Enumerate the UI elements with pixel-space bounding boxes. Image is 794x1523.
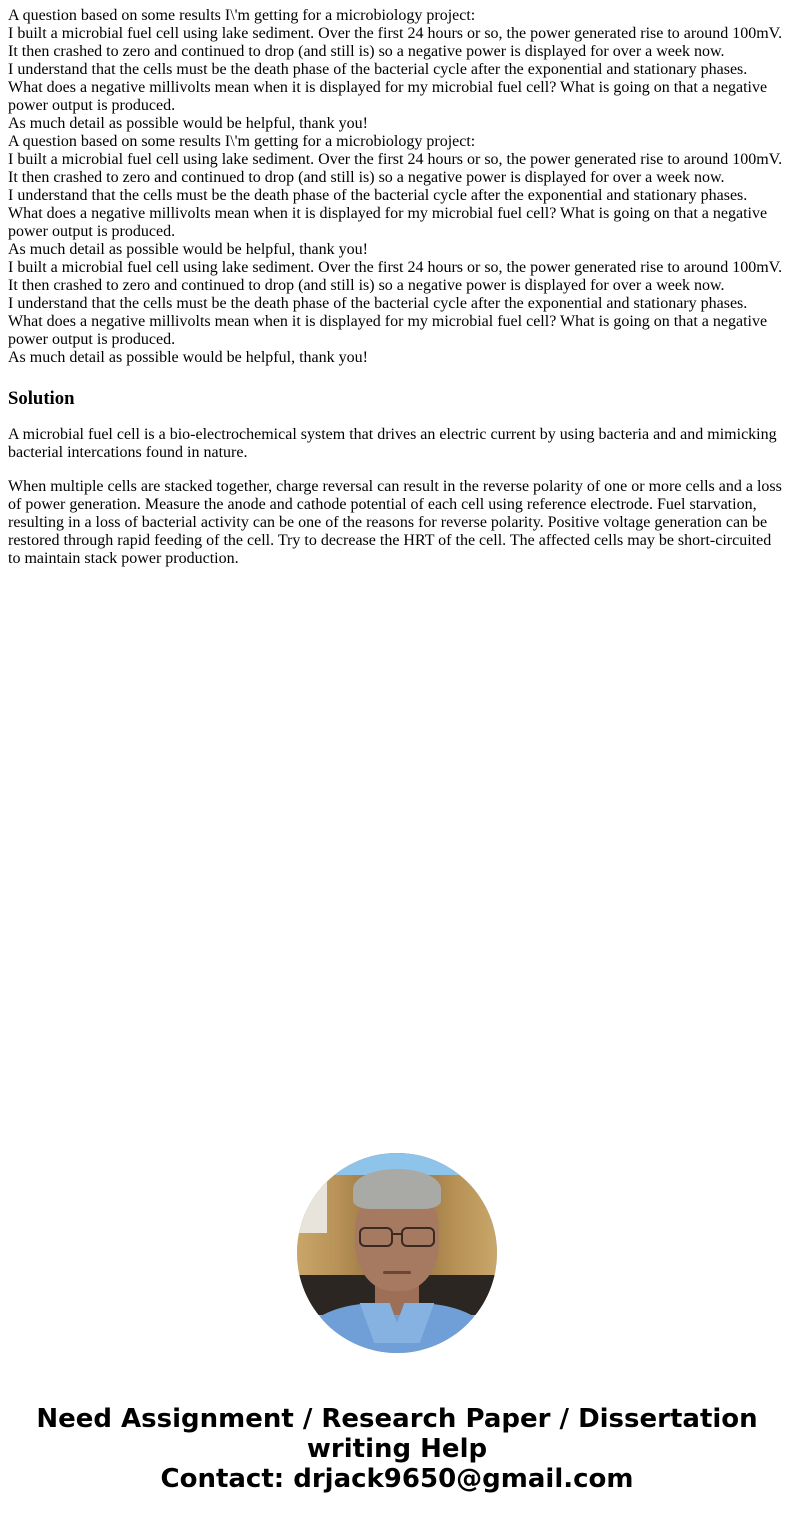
question-block-3 xyxy=(8,259,786,367)
question-line: What does a negative millivolts mean when it is displayed for my microbial fuel cell? What is going on that a negative power output is produced. xyxy=(8,205,768,240)
promo-line-1: Need Assignment / Research Paper / Dissertation xyxy=(36,1404,758,1434)
question-line: I built a microbial fuel cell using lake sediment. Over the first 24 hours or so, the power generated rise to around 100mV. xyxy=(8,25,783,42)
question-line: I built a microbial fuel cell using lake sediment. Over the first 24 hours or so, the power generated rise to around 100mV. xyxy=(8,151,783,168)
promo-line-2: writing Help xyxy=(306,1434,488,1464)
question-block-1 xyxy=(8,7,786,133)
avatar-hair xyxy=(353,1169,441,1209)
question-line: A question based on some results I\'m getting for a microbiology project: xyxy=(8,7,476,24)
promo-banner xyxy=(0,1404,794,1494)
promo-contact: Contact: drjack9650@gmail.com xyxy=(160,1464,634,1494)
question-line: As much detail as possible would be helpful, thank you! xyxy=(8,241,368,258)
avatar-mouth xyxy=(383,1271,411,1274)
question-line: As much detail as possible would be helpful, thank you! xyxy=(8,349,368,366)
glasses-icon xyxy=(401,1227,435,1247)
question-line: What does a negative millivolts mean when it is displayed for my microbial fuel cell? What is going on that a negative power output is produced. xyxy=(8,313,768,348)
question-line: It then crashed to zero and continued to drop (and still is) so a negative power is displayed for over a week now. xyxy=(8,169,725,186)
solution-paragraph-1: A microbial fuel cell is a bio-electrochemical system that drives an electric current by using bacteria and and mimicking bacterial intercations found in nature. xyxy=(8,426,777,461)
question-line: It then crashed to zero and continued to drop (and still is) so a negative power is displayed for over a week now. xyxy=(8,277,725,294)
question-line: It then crashed to zero and continued to drop (and still is) so a negative power is displayed for over a week now. xyxy=(8,43,725,60)
solution-paragraph-2: When multiple cells are stacked together, charge reversal can result in the reverse polarity of one or more cells and a loss of power generation. Measure the anode and cathode potential of each cell using reference electrode. Fuel starvation, resulting in a loss of bacterial activity can be one of the reasons for reverse polarity. Positive voltage generation can be restored through rapid feeding of the cell. Try to decrease the HRT of the cell. The affected cells may be short-circuited to maintain stack power production. xyxy=(8,478,782,567)
glasses-bridge xyxy=(391,1233,403,1235)
glasses-icon xyxy=(359,1227,393,1247)
solution-heading: Solution xyxy=(8,388,75,409)
question-line: What does a negative millivolts mean when it is displayed for my microbial fuel cell? What is going on that a negative power output is produced. xyxy=(8,79,768,114)
avatar-wall-panel xyxy=(297,1173,327,1233)
question-line: I built a microbial fuel cell using lake sediment. Over the first 24 hours or so, the power generated rise to around 100mV. xyxy=(8,259,783,276)
question-line: As much detail as possible would be helpful, thank you! xyxy=(8,115,368,132)
document-body xyxy=(8,7,786,568)
question-line: I understand that the cells must be the death phase of the bacterial cycle after the exponential and stationary phases. xyxy=(8,61,748,78)
question-block-2 xyxy=(8,133,786,259)
question-line: I understand that the cells must be the death phase of the bacterial cycle after the exponential and stationary phases. xyxy=(8,187,748,204)
author-avatar xyxy=(297,1153,497,1353)
question-line: I understand that the cells must be the death phase of the bacterial cycle after the exponential and stationary phases. xyxy=(8,295,748,312)
question-line: A question based on some results I\'m getting for a microbiology project: xyxy=(8,133,476,150)
